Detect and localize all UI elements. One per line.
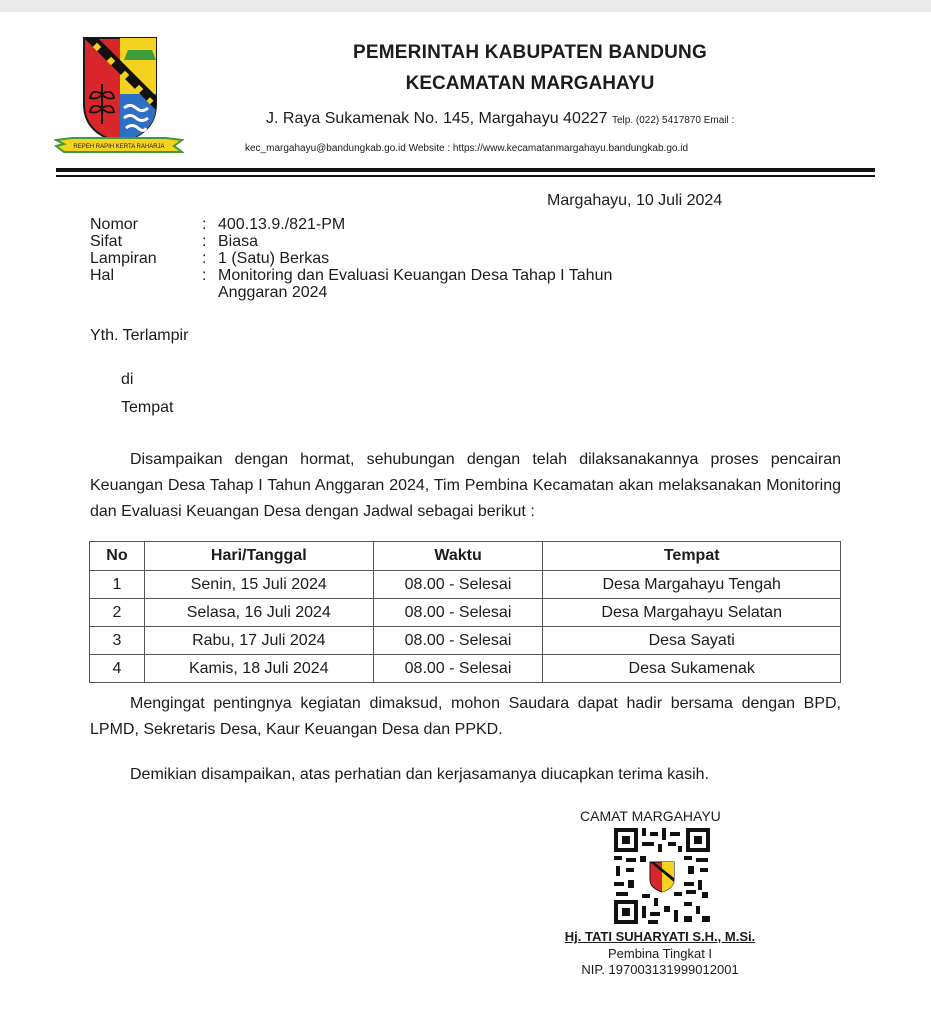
top-bar	[0, 0, 931, 12]
letter-date: Margahayu, 10 Juli 2024	[547, 192, 723, 209]
col-header-place: Tempat	[543, 542, 841, 571]
cell-no: 4	[90, 655, 145, 683]
cell-date: Kamis, 18 Juli 2024	[144, 655, 373, 683]
meta-label: Nomor	[90, 216, 139, 233]
cell-place: Desa Sukamenak	[543, 655, 841, 683]
cell-no: 1	[90, 571, 145, 599]
letter-meta	[90, 216, 698, 301]
table-row	[90, 655, 841, 683]
meta-value: 400.13.9./821-PM	[218, 216, 346, 233]
signature-qr-code	[612, 826, 712, 926]
meta-colon: :	[202, 233, 207, 250]
contact-text: Telp. (022) 5417870 Email :	[612, 115, 735, 126]
meta-row-nomor	[90, 216, 698, 233]
schedule-table	[89, 541, 841, 683]
header-web: kec_margahayu@bandungkab.go.id Website : https://www.kecamatanmargahayu.bandungkab.go.id	[245, 143, 689, 154]
cell-place: Desa Margahayu Selatan	[543, 599, 841, 627]
cell-place: Desa Sayati	[543, 627, 841, 655]
table-row	[90, 627, 841, 655]
meta-value: 1 (Satu) Berkas	[218, 250, 330, 267]
meta-value: Monitoring dan Evaluasi Keuangan Desa Tahap I Tahun Anggaran 2024	[218, 267, 613, 301]
signer-nip: NIP. 197003131999012001	[581, 962, 739, 977]
cell-time: 08.00 - Selesai	[373, 599, 543, 627]
col-header-no: No	[90, 542, 145, 571]
recipient-place: Tempat	[121, 399, 174, 416]
meta-value: Biasa	[218, 233, 259, 250]
meta-colon: :	[202, 267, 207, 284]
svg-text:REPEH RAPIH KERTA RAHARJA: REPEH RAPIH KERTA RAHARJA	[73, 144, 165, 150]
bandung-regency-logo	[54, 34, 184, 158]
header-address	[266, 110, 734, 128]
signature-title: CAMAT MARGAHAYU	[580, 808, 721, 824]
letterhead-rule-thin	[56, 175, 875, 177]
col-header-date: Hari/Tanggal	[144, 542, 373, 571]
cell-no: 2	[90, 599, 145, 627]
signer-rank: Pembina Tingkat I	[607, 946, 713, 961]
recipient-yth: Yth. Terlampir	[90, 327, 189, 344]
cell-place: Desa Margahayu Tengah	[543, 571, 841, 599]
meta-label: Sifat	[90, 233, 123, 250]
body-paragraph-2: Mengingat pentingnya kegiatan dimaksud, mohon Saudara dapat hadir bersama dengan BPD, LPMD, Sekretaris Desa, Kaur Keuangan Desa dan PPKD.	[90, 695, 841, 738]
meta-row-hal	[90, 267, 698, 301]
table-row	[90, 599, 841, 627]
col-header-time: Waktu	[373, 542, 543, 571]
recipient-di: di	[121, 371, 134, 388]
table-header-row	[90, 542, 841, 571]
letterhead-rule-thick	[56, 168, 875, 172]
table-row	[90, 571, 841, 599]
header-government: PEMERINTAH KABUPATEN BANDUNG	[353, 42, 707, 63]
header-district: KECAMATAN MARGAHAYU	[405, 73, 655, 94]
cell-time: 08.00 - Selesai	[373, 655, 543, 683]
meta-row-sifat	[90, 233, 698, 250]
meta-colon: :	[202, 250, 207, 267]
body-paragraph-1: Disampaikan dengan hormat, sehubungan dengan telah dilaksanakannya proses pencairan Keuangan Desa Tahap I Tahun Anggaran 2024, Tim Pembina Kecamatan akan melaksanakan Monitoring dan Evaluasi Keuangan Desa dengan Jadwal sebagai berikut :	[90, 451, 841, 520]
cell-time: 08.00 - Selesai	[373, 627, 543, 655]
cell-date: Senin, 15 Juli 2024	[144, 571, 373, 599]
meta-colon: :	[202, 216, 207, 233]
meta-label: Hal	[90, 267, 115, 284]
signer-name: Hj. TATI SUHARYATI S.H., M.Si.	[564, 929, 756, 944]
cell-date: Rabu, 17 Juli 2024	[144, 627, 373, 655]
cell-time: 08.00 - Selesai	[373, 571, 543, 599]
cell-no: 3	[90, 627, 145, 655]
body-paragraph-3: Demikian disampaikan, atas perhatian dan kerjasamanya diucapkan terima kasih.	[130, 766, 709, 783]
address-text: J. Raya Sukamenak No. 145, Margahayu 40227	[266, 110, 608, 127]
cell-date: Selasa, 16 Juli 2024	[144, 599, 373, 627]
meta-row-lampiran	[90, 250, 698, 267]
meta-label: Lampiran	[90, 250, 157, 267]
